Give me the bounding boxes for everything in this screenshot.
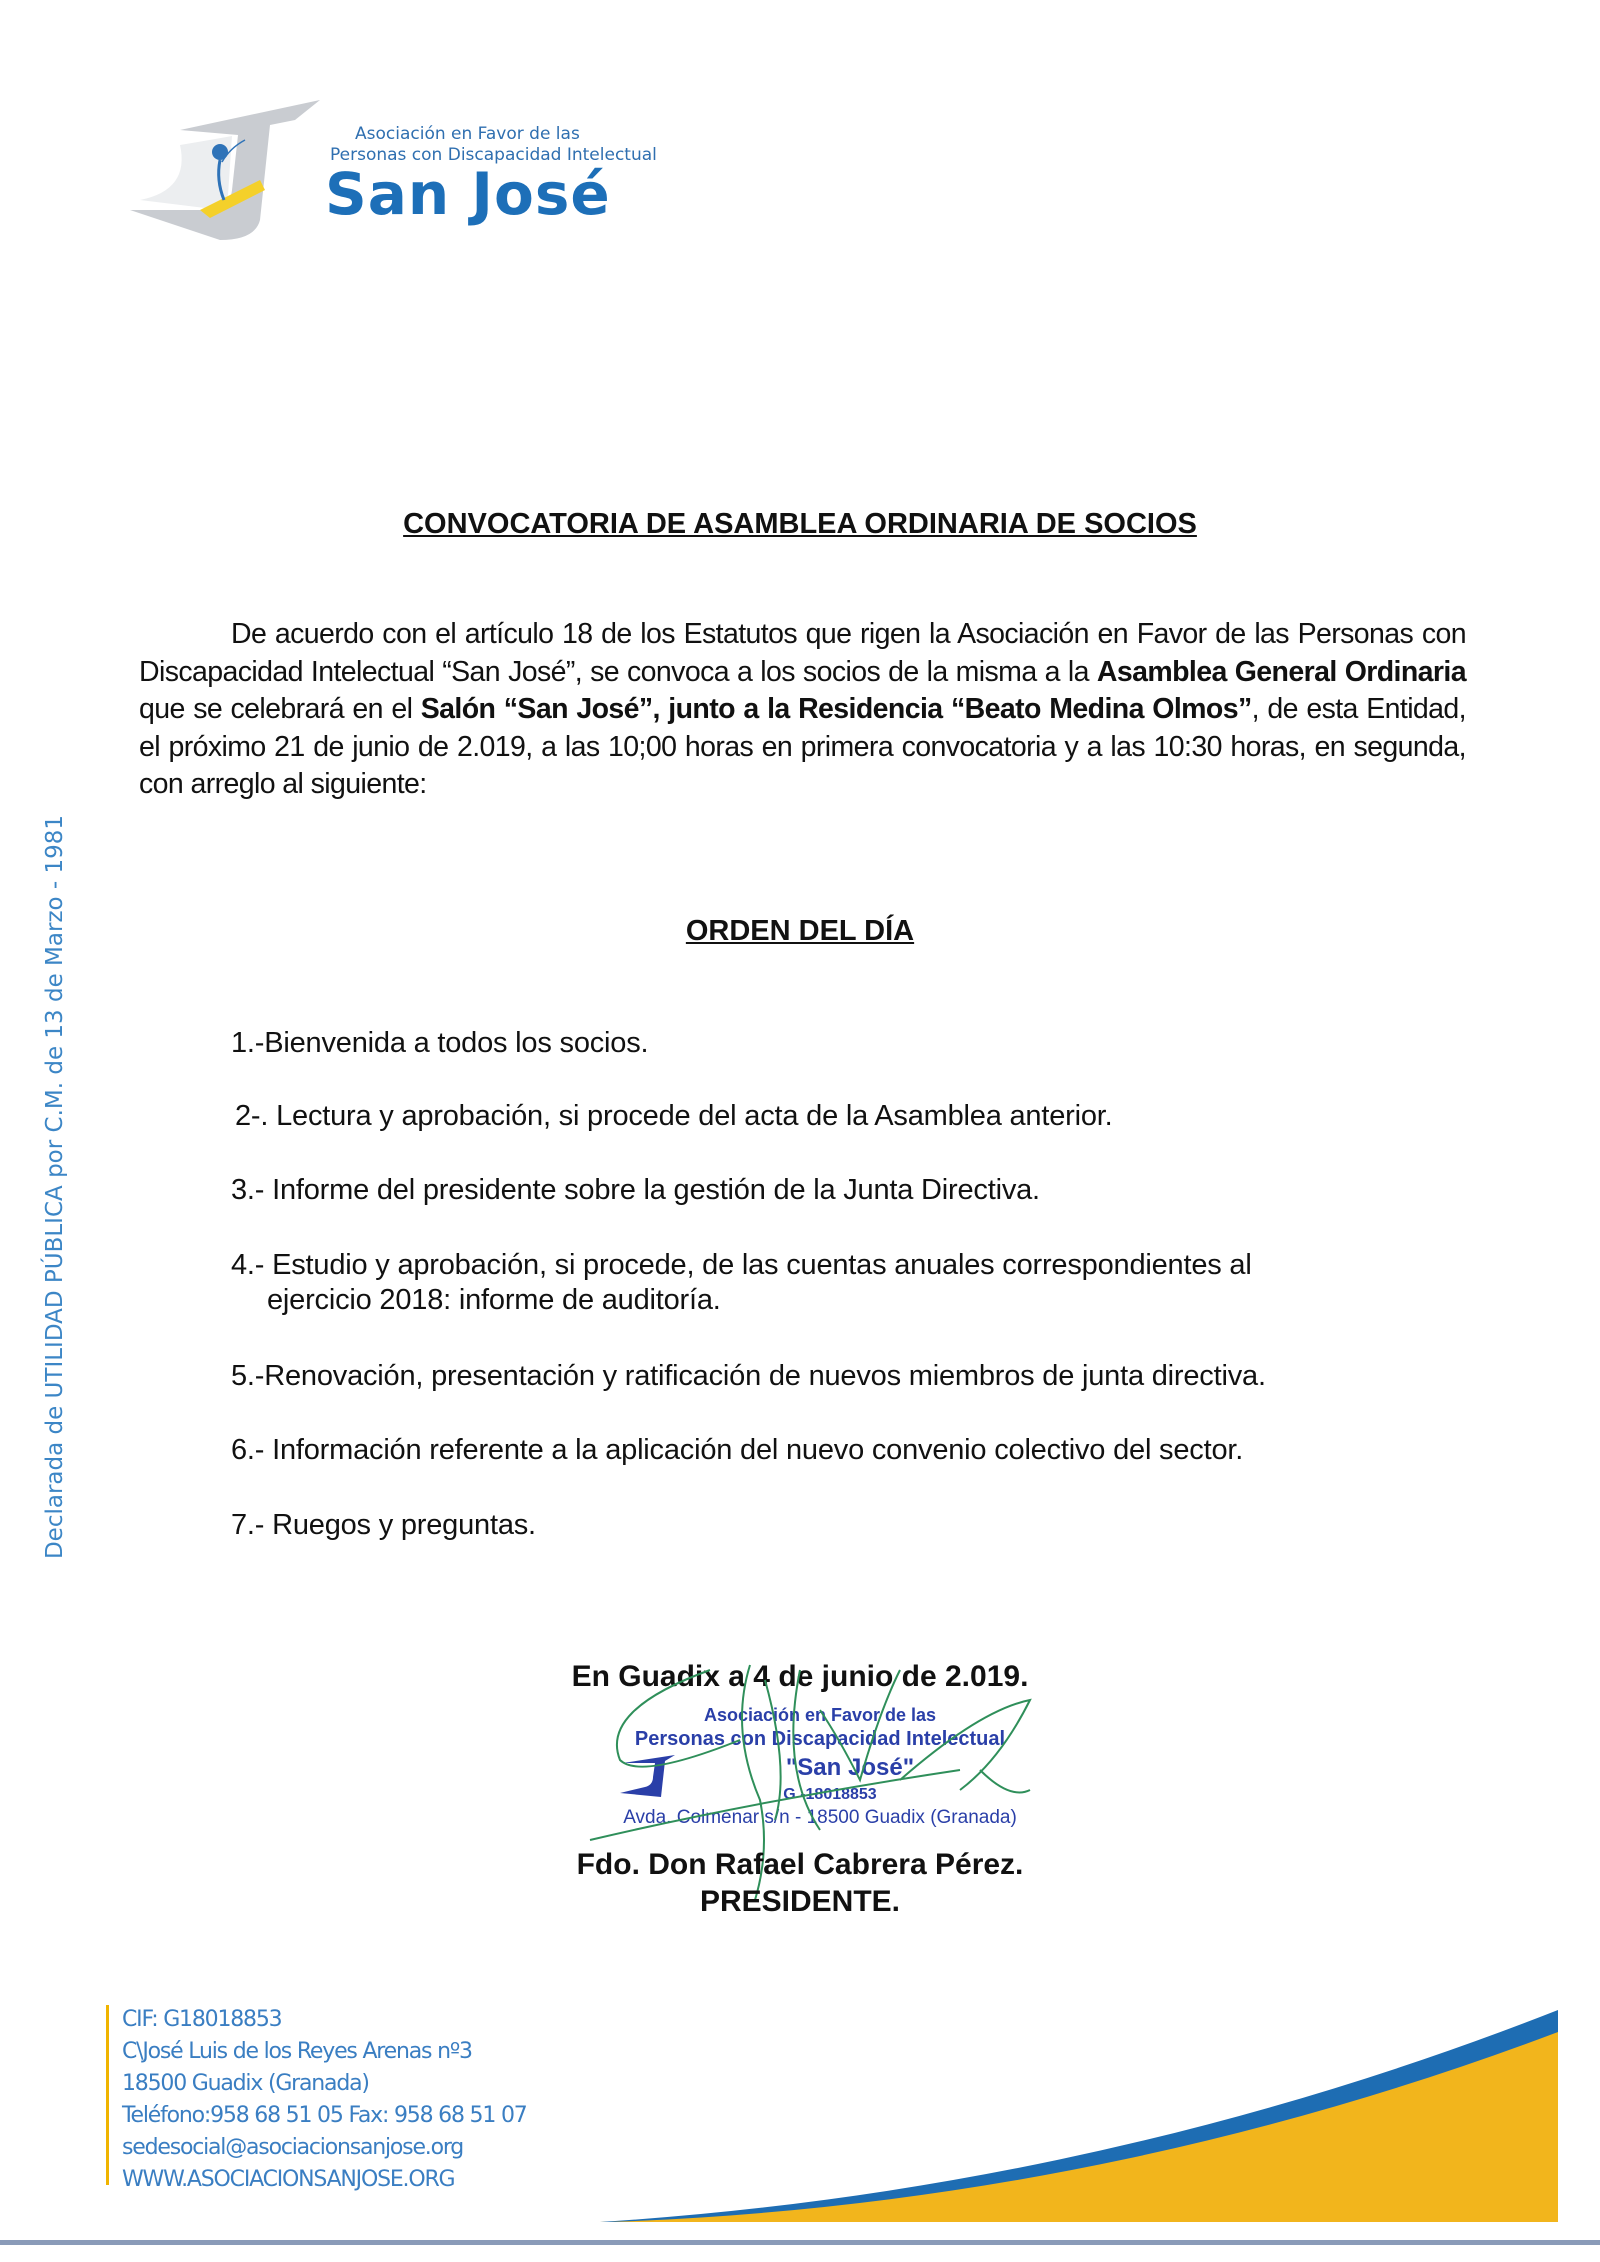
paragraph-text-2: que se celebrará en el (139, 693, 421, 726)
logo-name: San José (325, 160, 611, 228)
paragraph-text-3: , de esta Entidad, el próximo 21 de junio de 2.019, a las 10;00 horas en primera convocatoria y a las 10:30 horas, en segunda, con arreglo al siguiente: (139, 693, 1467, 801)
footer-wave-decoration (0, 1990, 1600, 2262)
association-logo (120, 90, 657, 250)
footer-cif: CIF: G18018853 (122, 2007, 282, 2032)
stamp-line-5: Avda. Colmenar s/n - 18500 Guadix (Granada) (623, 1807, 1017, 1828)
signatory-role: PRESIDENTE. (699, 1885, 901, 1918)
stamp-line-4: G -18018853 (783, 1786, 877, 1803)
logo-line-2: Personas con Discapacidad Intelectual (330, 145, 657, 165)
agenda-item: 5.-Renovación, presentación y ratificación de nuevos miembros de junta directiva. (231, 1360, 1266, 1392)
signatory-name: Fdo. Don Rafael Cabrera Pérez. (576, 1848, 1024, 1881)
stamp-line-3: "San José" (785, 1754, 915, 1781)
agenda-item (231, 1249, 1252, 1318)
logo-j-emblem-icon (120, 90, 330, 250)
agenda-item: 3.- Informe del presidente sobre la gestión de la Junta Directiva. (231, 1174, 1040, 1206)
public-utility-declaration: Declarada de UTILIDAD PÚBLICA por C.M. de 13 de Marzo - 1981 (42, 814, 68, 1560)
paragraph-bold-1: Asamblea General Ordinaria (1096, 655, 1466, 688)
convocation-paragraph (139, 616, 1466, 804)
stamp-line-2: Personas con Discapacidad Intelectual (634, 1728, 1006, 1750)
agenda-item: 6.- Información referente a la aplicación del nuevo convenio colectivo del sector. (231, 1434, 1244, 1466)
agenda-item-4-line-2: ejercicio 2018: informe de auditoría. (267, 1284, 721, 1316)
place-date: En Guadix a 4 de junio de 2.019. (571, 1660, 1029, 1693)
stamp-line-1: Asociación en Favor de las (703, 1705, 937, 1725)
agenda-heading: ORDEN DEL DÍA (685, 915, 915, 947)
agenda-item: 1.-Bienvenida a todos los socios. (231, 1027, 649, 1059)
footer-city: 18500 Guadix (Granada) (122, 2071, 369, 2096)
footer-website[interactable]: WWW.ASOCIACIONSANJOSE.ORG (122, 2167, 455, 2192)
footer-phone: Teléfono:958 68 51 05 Fax: 958 68 51 07 (122, 2103, 527, 2128)
paragraph-bold-2: Salón “San José”, junto a la Residencia “Beato Medina Olmos” (420, 693, 1252, 726)
paragraph-text-1: De acuerdo con el artículo 18 de los Estatutos que rigen la Asociación en Favor de las Personas con Discapacidad Intelectual “San José”, se convoca a los socios de la misma a la (139, 618, 1466, 688)
agenda-item: 2-. Lectura y aprobación, si procede del acta de la Asamblea anterior. (235, 1100, 1113, 1132)
agenda-item-4-line-1: 4.- Estudio y aprobación, si procede, de las cuentas anuales correspondientes al (231, 1249, 1252, 1281)
footer-email[interactable]: sedesocial@asociacionsanjose.org (122, 2135, 464, 2160)
agenda-item: 7.- Ruegos y preguntas. (231, 1509, 536, 1541)
logo-line-1: Asociación en Favor de las (355, 124, 580, 144)
document-title: CONVOCATORIA DE ASAMBLEA ORDINARIA DE SOCIOS (403, 508, 1197, 540)
footer-address: C\José Luis de los Reyes Arenas nº3 (122, 2039, 472, 2064)
